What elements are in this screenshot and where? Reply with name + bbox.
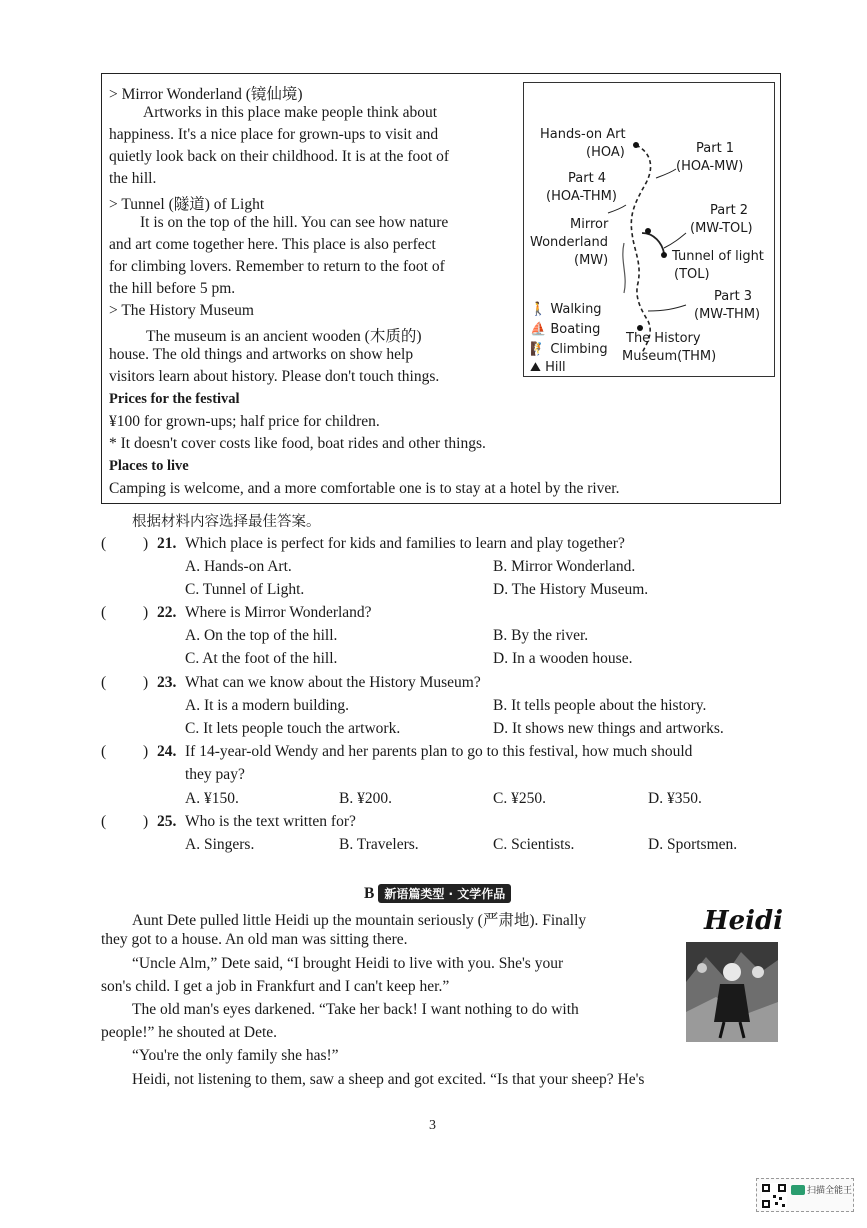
section-b-letter: B: [364, 885, 375, 902]
q24-text-cont: they pay?: [185, 766, 245, 783]
scanner-watermark: [756, 1178, 854, 1212]
map-part2-range: (MW-TOL): [690, 221, 753, 236]
legend-climbing: [530, 342, 608, 357]
section-b-header: [364, 884, 511, 903]
mirror-heading: > Mirror Wonderland (镜仙境): [109, 86, 303, 103]
map-tol-abbr: (TOL): [674, 267, 710, 282]
q25-close-bracket[interactable]: ): [143, 813, 149, 830]
prices-line-2: * It doesn't cover costs like food, boat rides and other things.: [109, 435, 486, 452]
q24-option-d[interactable]: D. ¥350.: [648, 790, 702, 807]
map-part1-label: Part 1: [696, 141, 735, 156]
q23-option-a[interactable]: A. It is a modern building.: [185, 697, 350, 714]
q25-option-d[interactable]: D. Sportsmen.: [648, 836, 738, 853]
q24-number: 24.: [157, 743, 177, 760]
qr-code-icon: [761, 1183, 787, 1209]
q22-open-bracket[interactable]: (: [101, 604, 107, 621]
mirror-line-2: happiness. It's a nice place for grown-ups to visit and: [109, 126, 439, 143]
heidi-title: Heidi: [704, 906, 784, 936]
cs-logo-icon: [791, 1185, 805, 1195]
q22-number: 22.: [157, 604, 177, 621]
prices-line-1: ¥100 for grown-ups; half price for children.: [109, 413, 380, 430]
museum-line-2: house. The old things and artworks on show help: [109, 346, 414, 363]
q25-option-b[interactable]: B. Travelers.: [339, 836, 419, 853]
map-part1-range: (HOA-MW): [676, 159, 744, 174]
q23-close-bracket[interactable]: ): [143, 674, 149, 691]
tunnel-line-1: It is on the top of the hill. You can see how nature: [140, 214, 449, 231]
tunnel-heading: > Tunnel (隧道) of Light: [109, 196, 265, 213]
q23-option-b[interactable]: B. It tells people about the history.: [493, 697, 707, 714]
map-part3-label: Part 3: [714, 289, 753, 304]
legend-walking: [530, 302, 602, 317]
q24-option-a[interactable]: A. ¥150.: [185, 790, 239, 807]
scanner-label: 扫描全能王: [807, 1186, 853, 1196]
q24-text: If 14-year-old Wendy and her parents plan to go to this festival, how much should: [185, 743, 693, 760]
map-thm-label: The History: [626, 331, 701, 346]
map-mw-label-2: Wonderland: [530, 235, 608, 250]
legend-boating: [530, 322, 600, 337]
legend-boating-label: Boating: [550, 322, 601, 337]
story-line-8: Heidi, not listening to them, saw a sheep and got excited. “Is that your sheep? He's: [132, 1071, 645, 1088]
map-tol-label: Tunnel of light: [672, 249, 764, 264]
mirror-line-1: Artworks in this place make people think about: [143, 104, 438, 121]
q21-option-d[interactable]: D. The History Museum.: [493, 581, 649, 598]
places-line-1: Camping is welcome, and a more comfortable one is to stay at a hotel by the river.: [109, 480, 620, 497]
legend-hill-label: Hill: [545, 360, 566, 375]
q22-option-a[interactable]: A. On the top of the hill.: [185, 627, 338, 644]
legend-climbing-label: Climbing: [550, 342, 608, 357]
q23-text: What can we know about the History Museum?: [185, 674, 481, 691]
map-mw-abbr: (MW): [574, 253, 609, 268]
page-number: 3: [429, 1118, 436, 1133]
story-line-5: The old man's eyes darkened. “Take her back! I want nothing to do with: [132, 1001, 579, 1018]
q25-option-c[interactable]: C. Scientists.: [493, 836, 575, 853]
q21-option-c[interactable]: C. Tunnel of Light.: [185, 581, 305, 598]
story-line-1: Aunt Dete pulled little Heidi up the mountain seriously (严肃地). Finally: [132, 912, 587, 929]
q22-close-bracket[interactable]: ): [143, 604, 149, 621]
section-b-badge: 新语篇类型 · 文学作品: [378, 884, 511, 903]
legend-hill: [530, 360, 566, 375]
q22-option-d[interactable]: D. In a wooden house.: [493, 650, 633, 667]
q21-open-bracket[interactable]: (: [101, 535, 107, 552]
boating-icon: ⛵: [530, 322, 547, 337]
heidi-illustration: [686, 906, 784, 1042]
climbing-icon: 🧗: [530, 342, 547, 357]
map-part4-label: Part 4: [568, 171, 607, 186]
tunnel-line-2: and art come together here. This place is also perfect: [109, 236, 436, 253]
q21-option-b[interactable]: B. Mirror Wonderland.: [493, 558, 636, 575]
heidi-drawing: [686, 942, 778, 1042]
q21-text: Which place is perfect for kids and families to learn and play together?: [185, 535, 625, 552]
map-mw-label-1: Mirror: [570, 217, 609, 232]
map-hoa-label: Hands-on Art: [540, 127, 626, 142]
q25-number: 25.: [157, 813, 177, 830]
hill-icon: ⛰: [530, 360, 541, 375]
q25-text: Who is the text written for?: [185, 813, 356, 830]
story-line-7: “You're the only family she has!”: [132, 1047, 339, 1064]
q24-option-c[interactable]: C. ¥250.: [493, 790, 546, 807]
q24-close-bracket[interactable]: ): [143, 743, 149, 760]
instruction: 根据材料内容选择最佳答案。: [132, 514, 321, 530]
map-part2-label: Part 2: [710, 203, 749, 218]
tunnel-line-3: for climbing lovers. Remember to return to the foot of: [109, 258, 445, 275]
q23-option-c[interactable]: C. It lets people touch the artwork.: [185, 720, 401, 737]
legend-walking-label: Walking: [550, 302, 602, 317]
q24-option-b[interactable]: B. ¥200.: [339, 790, 392, 807]
places-heading: Places to live: [109, 458, 189, 474]
museum-heading: > The History Museum: [109, 302, 254, 319]
q22-text: Where is Mirror Wonderland?: [185, 604, 372, 621]
map-part4-range: (HOA-THM): [546, 189, 617, 204]
prices-heading: Prices for the festival: [109, 391, 240, 407]
story-line-6: people!” he shouted at Dete.: [101, 1024, 278, 1041]
q25-option-a[interactable]: A. Singers.: [185, 836, 255, 853]
q22-option-b[interactable]: B. By the river.: [493, 627, 589, 644]
q23-option-d[interactable]: D. It shows new things and artworks.: [493, 720, 724, 737]
tunnel-line-4: the hill before 5 pm.: [109, 280, 236, 297]
story-line-3: “Uncle Alm,” Dete said, “I brought Heidi to live with you. She's your: [132, 955, 564, 972]
mirror-line-4: the hill.: [109, 170, 157, 187]
q21-option-a[interactable]: A. Hands-on Art.: [185, 558, 292, 575]
mirror-line-3: quietly look back on their childhood. It is at the foot of: [109, 148, 450, 165]
map-thm-abbr: Museum(THM): [622, 349, 717, 364]
q21-close-bracket[interactable]: ): [143, 535, 149, 552]
story-line-2: they got to a house. An old man was sitting there.: [101, 931, 408, 948]
q23-open-bracket[interactable]: (: [101, 674, 107, 691]
map-hoa-abbr: (HOA): [586, 145, 625, 160]
museum-line-1: The museum is an ancient wooden (木质的): [146, 328, 422, 345]
story-line-4: son's child. I get a job in Frankfurt and I can't keep her.”: [101, 978, 450, 995]
q22-option-c[interactable]: C. At the foot of the hill.: [185, 650, 338, 667]
map-part3-range: (MW-THM): [694, 307, 761, 322]
route-map: [523, 82, 775, 377]
q23-number: 23.: [157, 674, 177, 691]
q21-number: 21.: [157, 535, 177, 552]
walking-icon: 🚶: [530, 302, 547, 317]
q25-open-bracket[interactable]: (: [101, 813, 107, 830]
q24-open-bracket[interactable]: (: [101, 743, 107, 760]
museum-line-3: visitors learn about history. Please don't touch things.: [109, 368, 440, 385]
